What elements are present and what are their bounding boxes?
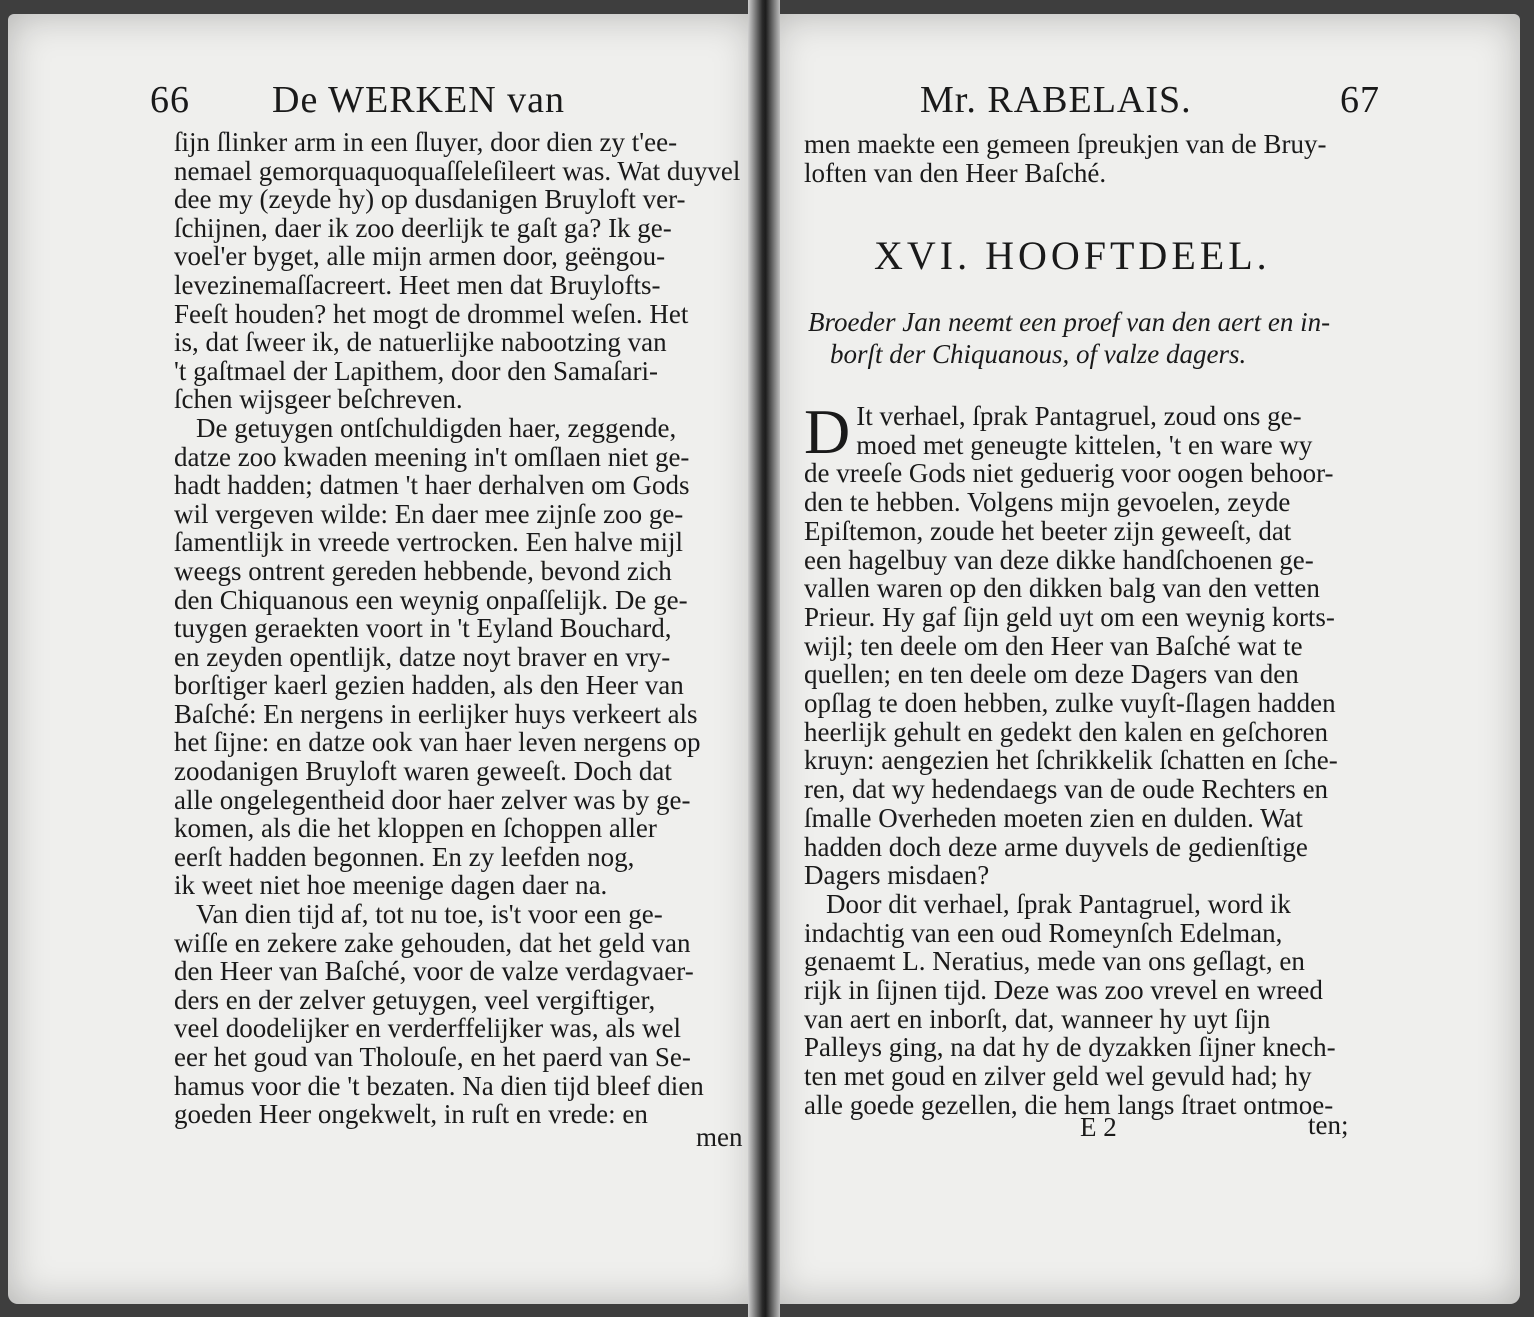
text-line: ſmalle Overheden moeten zien en dulden. Wat <box>804 802 1303 833</box>
text-line: voel'er byget, alle mijn armen door, geëngou- <box>174 241 666 272</box>
chapter-heading: XVI. HOOFTDEEL. <box>874 233 1271 278</box>
text-line: en zeyden opentlijk, datze noyt braver en vry- <box>174 641 671 672</box>
text-line: levezinemaſſacreert. Heet men dat Bruylofts- <box>174 269 661 300</box>
text-line: ſchijnen, daer ik zoo deerlijk te gaſt ga? Ik ge- <box>174 212 672 243</box>
text-line: vallen waren op den dikken balg van den vetten <box>804 573 1320 604</box>
text-line: den te hebben. Volgens mijn gevoelen, zeyde <box>804 487 1291 518</box>
text-line: hadden doch deze arme duyvels de gedienſtige <box>804 831 1308 862</box>
text-line: Epiſtemon, zoude het beeter zijn geweeſt, dat <box>804 515 1292 546</box>
text-line: nemael gemorquaquoquaſſeleſileert was. Wat duyvel <box>174 155 741 186</box>
text-line: 't gaſtmael der Lapithem, door den Samaſari- <box>174 355 658 386</box>
text-line: men maekte een gemeen ſpreukjen van de Bruy- <box>804 129 1327 159</box>
text-line: wiſſe en zekere zake gehouden, dat het geld van <box>174 927 691 958</box>
text-line: borſt der Chiquanous, of valze dagers. <box>830 339 1247 369</box>
right-top-lines <box>804 130 1364 187</box>
text-line: genaemt L. Neratius, mede van ons geſlagt, en <box>804 946 1305 977</box>
text-line: is, dat ſweer ik, de natuerlijke nabootzing van <box>174 327 667 358</box>
text-line: De getuygen ontſchuldigden haer, zeggende, <box>196 412 677 443</box>
text-line: quellen; en ten deele om deze Dagers van den <box>804 659 1299 690</box>
text-line: Baſché: En nergens in eerlijker huys verkeert als <box>174 698 698 729</box>
text-line: It verhael, ſprak Pantagruel, zoud ons ge- <box>856 401 1302 431</box>
text-line: komen, als die het kloppen en ſchoppen aller <box>174 813 657 844</box>
text-line: borſtiger kaerl gezien hadden, als den Heer van <box>174 670 684 701</box>
text-line: alle goede gezellen, die hem langs ſtraet ontmoe- <box>804 1089 1334 1120</box>
text-line: Feeſt houden? het mogt de drommel weſen. Het <box>174 298 689 329</box>
text-line: de vreeſe Gods niet geduerig voor oogen behoor- <box>804 458 1334 489</box>
left-catchword: men <box>696 1122 743 1152</box>
text-line: Prieur. Hy gaf ſijn geld uyt om een weynig korts- <box>804 601 1335 632</box>
text-line: goeden Heer ongekwelt, in ruſt en vrede: en <box>174 1099 648 1130</box>
left-page-number: 66 <box>150 79 190 121</box>
left-head-title: De WERKEN van <box>272 79 566 121</box>
text-line: een hagelbuy van deze dikke handſchoenen ge- <box>804 544 1314 575</box>
text-line: eerſt hadden begonnen. En zy leefden nog, <box>174 841 635 872</box>
right-text-column <box>804 396 1364 1120</box>
text-line: ſijn ſlinker arm in een ſluyer, door dien zy t'ee- <box>174 127 678 157</box>
text-line: ren, dat wy hedendaegs van de oude Rechters en <box>804 774 1329 805</box>
text-line: eer het goud van Tholouſe, en het paerd van Se- <box>174 1042 691 1072</box>
text-line: kruyn: aengezien het ſchrikkelik ſchatten en ſche- <box>804 745 1338 776</box>
text-line: wijl; ten deele om den Heer van Baſché wat te <box>804 630 1303 661</box>
text-line: den Heer van Baſché, voor de valze verdagvaer- <box>174 956 694 987</box>
left-running-head <box>150 78 750 126</box>
text-line: hamus voor die 't bezaten. Na dien tijd bleef dien <box>174 1070 704 1101</box>
right-page-number: 67 <box>1340 79 1380 121</box>
text-line: opſlag te doen hebben, zulke vuyſt-ſlagen hadden <box>804 688 1336 719</box>
text-line: veel doodelijker en verderffelijker was, als wel <box>174 1013 682 1044</box>
text-line: den Chiquanous een weynig onpaſſelijk. De ge- <box>174 584 688 615</box>
text-line: Door dit verhael, ſprak Pantagruel, word ik <box>826 888 1291 919</box>
right-running-head <box>800 78 1380 126</box>
text-line: wil vergeven wilde: En daer mee zijnſe zoo ge- <box>174 498 684 529</box>
text-line: het ſijne: en datze ook van haer leven nergens op <box>174 727 701 758</box>
text-line: ſamentlijk in vreede vertrocken. Een halve mijl <box>174 527 684 558</box>
text-line: Palleys ging, na dat hy de dyzakken ſijner knech- <box>804 1032 1336 1063</box>
text-line: alle ongelegentheid door haer zelver was by ge- <box>174 784 691 815</box>
text-line: hadt hadden; datmen 't haer derhalven om Gods <box>174 470 690 501</box>
text-line: loften van den Heer Baſché. <box>804 157 1107 188</box>
text-line: tuygen geraekten voort in 't Eyland Bouchard, <box>174 613 672 644</box>
text-line: zoodanigen Bruyloft waren geweeſt. Doch dat <box>174 756 672 787</box>
text-line: ders en der zelver getuygen, veel vergiftiger, <box>174 984 656 1015</box>
left-text-column <box>174 128 744 1129</box>
text-line: dee my (zeyde hy) op dusdanigen Bruyloft ver- <box>174 184 686 215</box>
right-catchword: ten; <box>1308 1110 1349 1140</box>
text-line: datze zoo kwaden meening in't omſlaen niet ge- <box>174 441 690 472</box>
text-line: weegs ontrent gereden hebbende, bevond zich <box>174 555 672 586</box>
text-line: van aert en inborſt, dat, wanneer hy uyt ſijn <box>804 1003 1271 1034</box>
text-line: ten met goud en zilver geld wel gevuld had; hy <box>804 1061 1312 1092</box>
text-line: moed met geneugte kittelen, 't en ware wy <box>856 429 1313 460</box>
text-line: Dagers misdaen? <box>804 860 990 891</box>
text-line: indachtig van een oud Romeynſch Edelman, <box>804 917 1283 948</box>
text-line: ik weet niet hoe meenige dagen daer na. <box>174 870 608 901</box>
book-gutter <box>748 0 780 1317</box>
signature-mark: E 2 <box>1080 1112 1117 1142</box>
text-line: Broeder Jan neemt een proef van den aert en in- <box>808 307 1331 337</box>
right-head-title: Mr. RABELAIS. <box>920 79 1192 121</box>
drop-cap: D <box>804 396 851 467</box>
text-line: rijk in ſijnen tijd. Deze was zoo vrevel en wreed <box>804 975 1323 1006</box>
text-line: heerlijk gehult en gedekt den kalen en geſchoren <box>804 716 1329 747</box>
text-line: Van dien tijd af, tot nu toe, is't voor een ge- <box>196 899 663 930</box>
chapter-summary <box>808 306 1368 370</box>
text-line: ſchen wijsgeer beſchreven. <box>174 384 463 415</box>
